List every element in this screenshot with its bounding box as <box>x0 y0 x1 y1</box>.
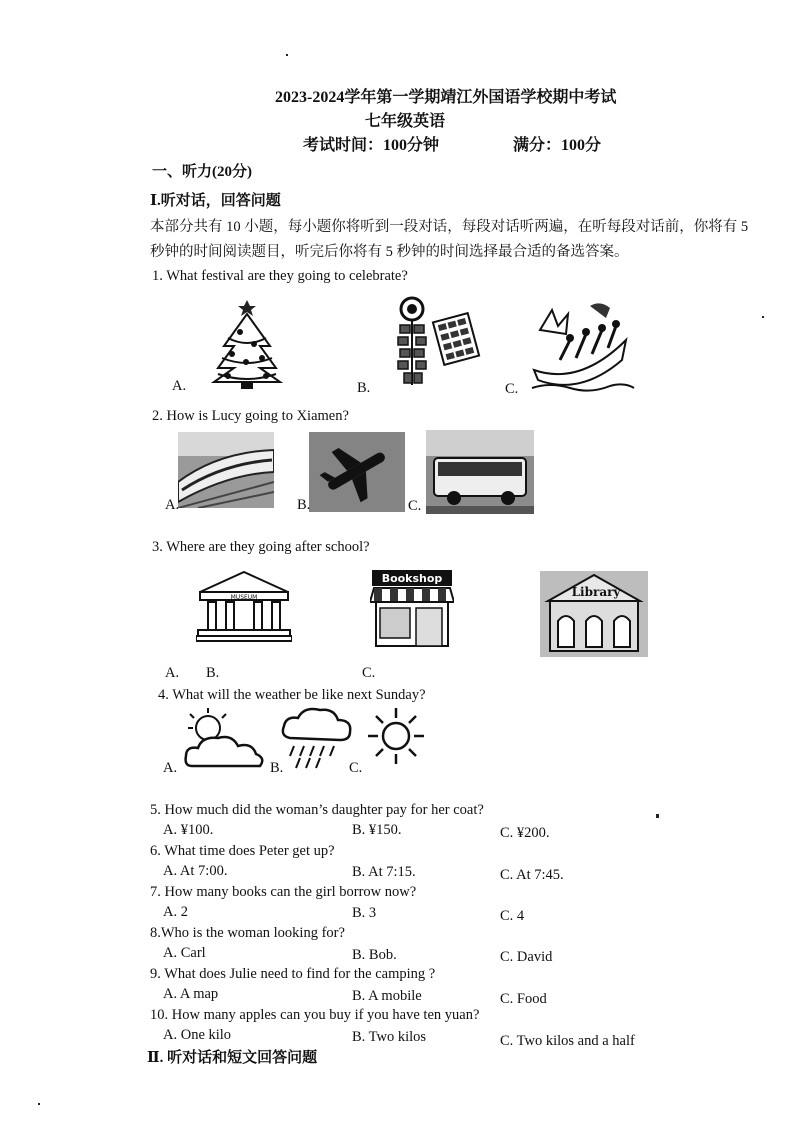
q7-option-b: B. 3 <box>352 905 377 921</box>
q4-label-b: B. <box>270 760 284 776</box>
question-10: 10. How many apples can you buy if you have ten yuan? <box>150 1007 480 1023</box>
bus-image <box>426 430 534 514</box>
q5-option-a: A. ¥100. <box>163 822 214 838</box>
q5-option-b: B. ¥150. <box>352 822 402 838</box>
q1-label-b: B. <box>357 380 371 396</box>
question-9: 9. What does Julie need to find for the camping ? <box>150 966 436 982</box>
partly-cloudy-icon <box>180 706 270 774</box>
q7-option-a: A. 2 <box>163 904 188 920</box>
scan-speck <box>762 316 764 318</box>
q8-option-a: A. Carl <box>163 945 206 961</box>
exam-score: 满分：100分 <box>513 137 602 154</box>
question-8: 8.Who is the woman looking for? <box>150 925 345 941</box>
q3-label-a: A. <box>165 665 180 681</box>
q8-option-b: B. Bob. <box>352 947 397 963</box>
train-image <box>178 432 274 508</box>
library-image <box>540 571 648 657</box>
q3-label-c: C. <box>362 665 376 681</box>
q6-option-a: A. At 7:00. <box>163 863 228 879</box>
museum-sign: MUSEUM <box>230 594 258 601</box>
sunny-icon <box>366 706 426 766</box>
question-2: 2. How is Lucy going to Xiamen? <box>152 408 349 424</box>
part1-title: Ⅰ.听对话，回答问题 <box>150 193 281 209</box>
question-1: 1. What festival are they going to celebrate? <box>152 268 408 284</box>
exam-subject: 七年级英语 <box>365 113 446 130</box>
q4-label-a: A. <box>163 760 178 776</box>
q8-option-c: C. David <box>500 949 553 965</box>
bookshop-image <box>370 568 454 650</box>
question-4: 4. What will the weather be like next Sunday? <box>158 687 426 703</box>
q2-label-b: B. <box>297 497 311 513</box>
q6-option-c: C. At 7:45. <box>500 867 564 883</box>
q9-option-c: C. Food <box>500 991 547 1007</box>
section-title: 一、听力(20分) <box>152 164 252 180</box>
q7-option-c: C. 4 <box>500 908 525 924</box>
q2-label-a: A. <box>165 497 180 513</box>
christmas-tree-image <box>210 296 285 391</box>
q9-option-a: A. A map <box>163 986 219 1002</box>
library-sign: Library <box>571 585 621 599</box>
bookshop-sign: Bookshop <box>381 572 443 585</box>
q5-option-c: C. ¥200. <box>500 825 550 841</box>
instruction-line-2: 秒钟的时间阅读题目，听完后你将有 5 秒钟的时间选择最合适的备选答案。 <box>150 244 629 260</box>
q10-option-b: B. Two kilos <box>352 1029 427 1045</box>
q9-option-b: B. A mobile <box>352 988 422 1004</box>
q1-label-a: A. <box>172 378 187 394</box>
q3-label-b: B. <box>206 665 220 681</box>
exam-title: 2023-2024学年第一学期靖江外国语学校期中考试 <box>275 89 617 106</box>
question-7: 7. How many books can the girl borrow now? <box>150 884 417 900</box>
rainy-icon <box>280 704 354 770</box>
q1-label-c: C. <box>505 381 519 397</box>
question-6: 6. What time does Peter get up? <box>150 843 335 859</box>
dragon-boat-image <box>530 300 635 395</box>
scan-speck <box>656 814 659 818</box>
question-3: 3. Where are they going after school? <box>152 539 370 555</box>
instruction-line-1: 本部分共有 10 小题，每小题你将听到一段对话，每段对话听两遍，在听每段对话前，你将有 5 <box>150 219 749 235</box>
firecrackers-image <box>390 295 485 390</box>
q4-label-c: C. <box>349 760 363 776</box>
question-5: 5. How much did the woman’s daughter pay for her coat? <box>150 802 484 818</box>
scan-speck <box>38 1103 40 1105</box>
part2-title: Ⅱ. 听对话和短文回答问题 <box>147 1050 318 1066</box>
q10-option-a: A. One kilo <box>163 1027 232 1043</box>
plane-image <box>309 432 405 512</box>
q6-option-b: B. At 7:15. <box>352 864 416 880</box>
museum-image <box>196 570 292 642</box>
scan-speck <box>286 54 288 56</box>
exam-time: 考试时间：100分钟 <box>303 137 440 154</box>
q10-option-c: C. Two kilos and a half <box>500 1033 635 1049</box>
q2-label-c: C. <box>408 498 422 514</box>
